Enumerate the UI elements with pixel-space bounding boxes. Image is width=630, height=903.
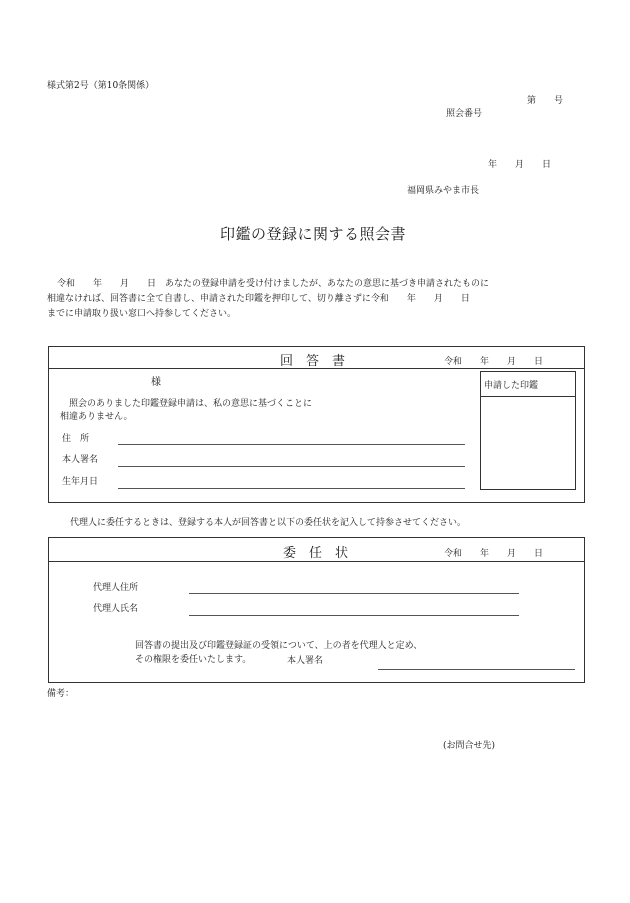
delegation-statement-line: その権限を委任いたします。: [135, 655, 252, 665]
number-line: 第 号: [527, 96, 564, 106]
proxy-address-field[interactable]: [189, 593, 519, 594]
birthdate-label: 生年月日: [62, 477, 99, 487]
form-label: 様式第2号（第10条関係）: [47, 81, 155, 91]
delegation-title: 委 任 状: [283, 546, 349, 561]
intro-paragraph: [47, 277, 489, 322]
seal-box-divider: [480, 396, 576, 397]
address-field[interactable]: [118, 444, 465, 445]
intro-line: までに申請取り扱い窓口へ持参してください。: [47, 309, 237, 319]
proxy-address-label: 代理人住所: [93, 583, 139, 593]
proxy-note: 代理人に委任するときは、登録する本人が回答書と以下の委任状を記入して持参させてください。: [70, 518, 467, 528]
remarks-label: 備考：: [47, 689, 75, 699]
reply-date: 令和 年 月 日: [444, 357, 544, 367]
page-title: 印鑑の登録に関する照会書: [220, 225, 407, 243]
proxy-name-field[interactable]: [189, 615, 519, 616]
issue-date: 年 月 日: [488, 160, 552, 170]
addressee-suffix: 様: [151, 377, 161, 388]
birthdate-field[interactable]: [118, 488, 465, 489]
signature-field[interactable]: [118, 466, 465, 467]
delegation-statement: [135, 639, 422, 667]
issuer: 福岡県みやま市長: [407, 186, 480, 196]
contact-label: (お問合せ先): [443, 741, 496, 751]
delegation-date: 令和 年 月 日: [444, 549, 544, 559]
signature-label: 本人署名: [62, 455, 99, 465]
inquiry-number-label: 照会番号: [446, 109, 483, 119]
intro-line: 相違なければ、回答書に全て自書し、申請された印鑑を押印して、切り離さずに令和 年 月 日: [47, 294, 470, 304]
reply-title: 回 答 書: [280, 354, 346, 369]
delegation-header-divider: [48, 561, 585, 562]
delegation-signature-field[interactable]: [378, 669, 575, 670]
address-label: 住 所: [62, 434, 90, 444]
proxy-name-label: 代理人氏名: [93, 604, 139, 614]
reply-statement-line: 相違ありません。: [60, 412, 133, 422]
reply-statement: [60, 398, 312, 424]
delegation-signature-label: 本人署名: [287, 656, 324, 666]
delegation-statement-line: 回答書の提出及び印鑑登録証の受領について、上の者を代理人と定め、: [135, 641, 423, 651]
seal-label: 申請した印鑑: [484, 381, 539, 391]
intro-line: 令和 年 月 日 あなたの登録申請を受け付けましたが、あなたの意思に基づき申請されたものに: [57, 279, 490, 289]
reply-statement-line: 照会のありました印鑑登録申請は、私の意思に基づくことに: [69, 399, 313, 409]
